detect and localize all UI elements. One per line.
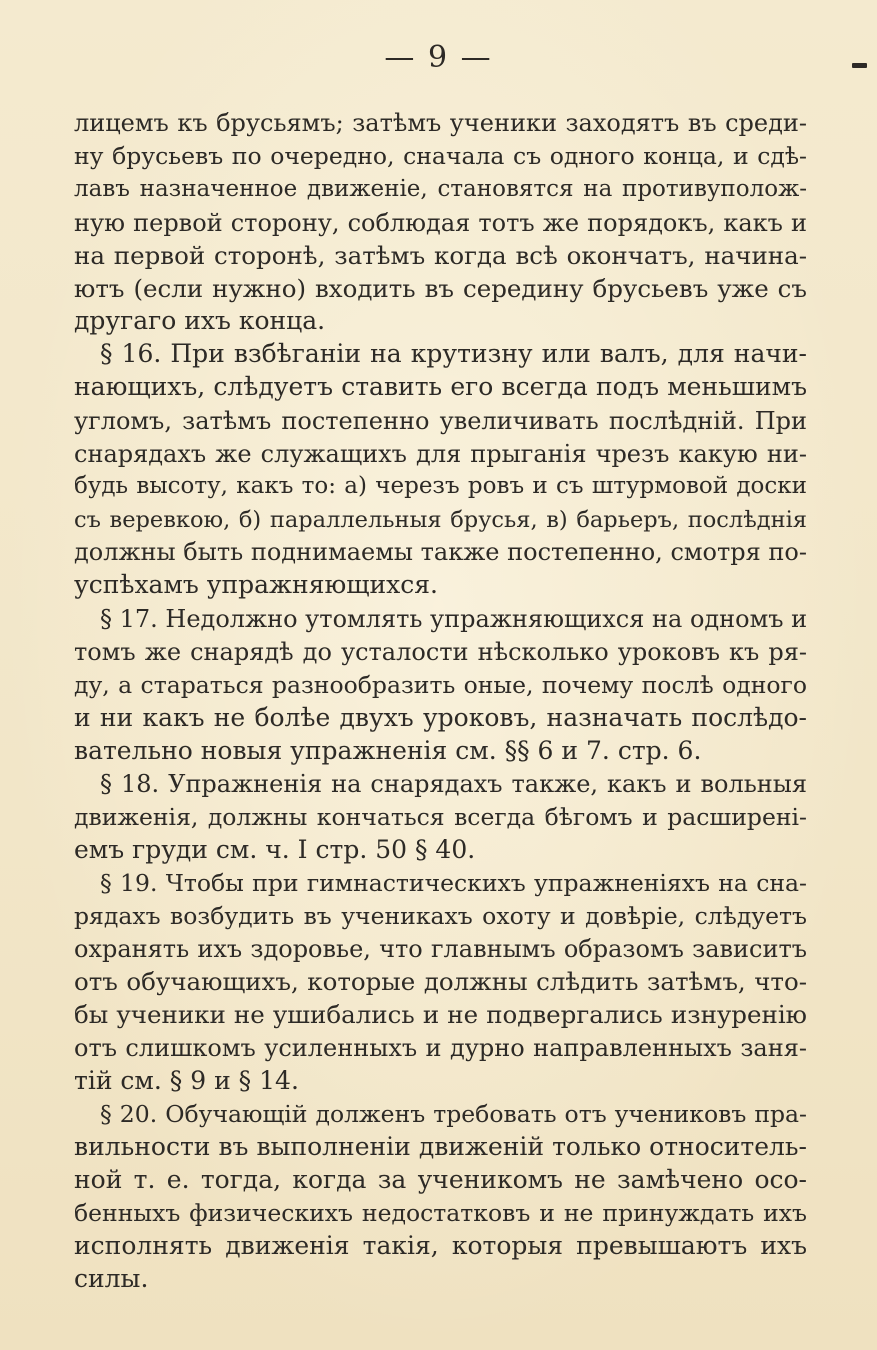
text-line: на первой сторонѣ, затѣмъ когда всѣ окончатъ, начина- (74, 241, 807, 270)
text-line: лицемъ къ брусьямъ; затѣмъ ученики заходятъ въ среди- (74, 109, 807, 137)
text-line: ной т. е. тогда, когда за ученикомъ не замѣчено осо- (74, 1165, 807, 1194)
text-line: отъ слишкомъ усиленныхъ и дурно направленныхъ заня- (74, 1034, 807, 1062)
section-20-start: § 20. Обучающій долженъ требовать отъ учениковъ пра- (100, 1100, 807, 1128)
text-line: съ веревкою, б) параллельныя брусья, в) барьеръ, послѣднія (74, 507, 807, 533)
text-line: емъ груди см. ч. I стр. 50 § 40. (74, 835, 476, 864)
edge-dash-mark (852, 63, 867, 68)
text-line: ну брусьевъ по очередно, сначала съ одного конца, и сдѣ- (74, 142, 807, 170)
text-line: и ни какъ не болѣе двухъ уроковъ, назначать послѣдо- (74, 703, 807, 732)
section-16-start: § 16. При взбѣганіи на крутизну или валъ, для начи- (100, 339, 807, 368)
text-line: отъ обучающихъ, которые должны слѣдить затѣмъ, что- (74, 967, 807, 996)
text-line: рядахъ возбудить въ ученикахъ охоту и довѣріе, слѣдуетъ (74, 902, 807, 930)
section-19-start: § 19. Чтобы при гимнастическихъ упражненіяхъ на сна- (100, 869, 807, 897)
text-line: силы. (74, 1264, 149, 1293)
text-line: другаго ихъ конца. (74, 306, 326, 335)
text-line: тій см. § 9 и § 14. (74, 1066, 299, 1095)
text-line: нающихъ, слѣдуетъ ставить его всегда подъ меньшимъ (74, 372, 807, 401)
text-line: угломъ, затѣмъ постепенно увеличивать послѣдній. При (74, 407, 807, 435)
page-number-header: — 9 — (384, 40, 493, 75)
text-line: охранять ихъ здоровье, что главнымъ образомъ зависитъ (74, 935, 807, 963)
text-line: движенія, должны кончаться всегда бѣгомъ и расширені- (74, 803, 807, 831)
text-line: исполнять движенія такія, которыя превышаютъ ихъ (74, 1231, 807, 1260)
text-line: бенныхъ физическихъ недостатковъ и не принуждать ихъ (74, 1199, 807, 1227)
text-line: будь высоту, какъ то: а) черезъ ровъ и съ штурмовой доски (74, 473, 807, 499)
text-line: успѣхамъ упражняющихся. (74, 570, 438, 599)
text-line: ную первой сторону, соблюдая тотъ же порядокъ, какъ и (74, 209, 807, 237)
text-line: томъ же снарядѣ до усталости нѣсколько уроковъ къ ря- (74, 638, 807, 666)
section-18-start: § 18. Упражненія на снарядахъ также, какъ и вольныя (100, 770, 807, 798)
text-line: ютъ (если нужно) входить въ середину брусьевъ уже съ (74, 274, 807, 303)
text-line: вильности въ выполненіи движеній только относитель- (74, 1132, 807, 1161)
text-line: снарядахъ же служащихъ для прыганія чрезъ какую ни- (74, 440, 807, 468)
text-line: бы ученики не ушибались и не подвергались изнуренію (74, 1000, 807, 1029)
section-17-start: § 17. Недолжно утомлять упражняющихся на одномъ и (100, 605, 808, 633)
text-line: должны быть поднимаемы также постепенно, смотря по- (74, 538, 807, 566)
text-line: лавъ назначенное движеніе, становятся на противуполож- (74, 176, 807, 202)
text-line: вательно новыя упражненія см. §§ 6 и 7. стр. 6. (74, 736, 702, 765)
text-line: ду, а стараться разнообразить оные, почему послѣ одного (74, 671, 807, 699)
